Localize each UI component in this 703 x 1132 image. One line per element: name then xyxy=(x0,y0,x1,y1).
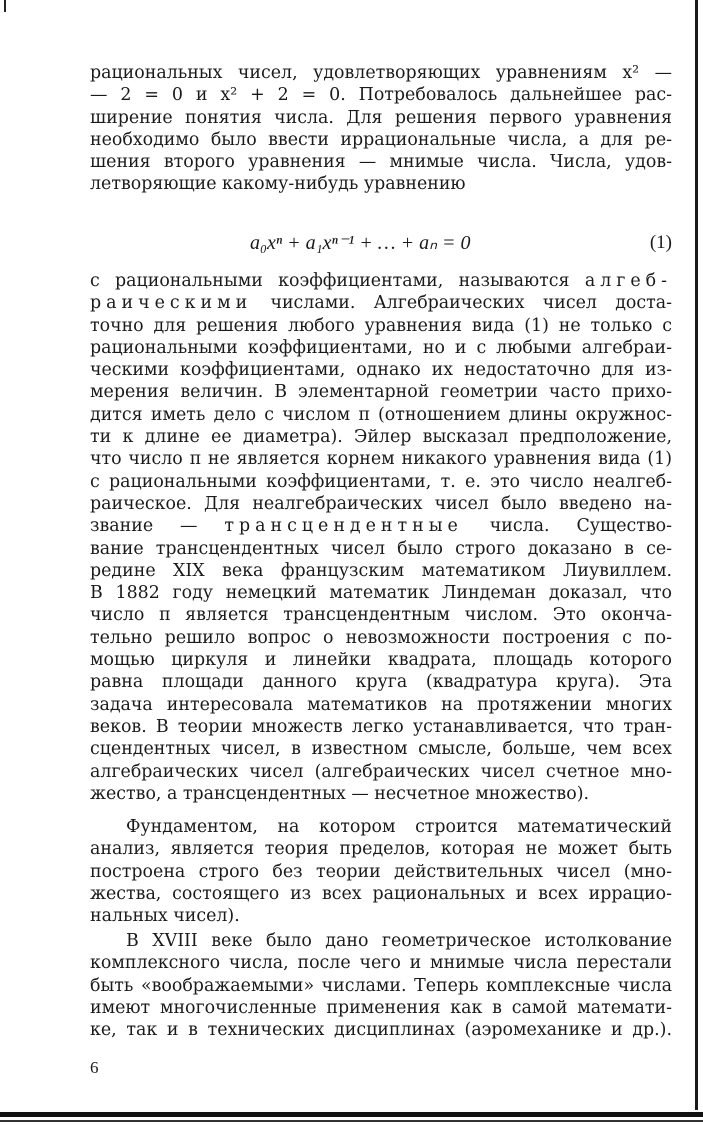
text-line: вание трансцендентных чисел было строго доказано в се- xyxy=(90,538,672,559)
text-line: мощью циркуля и линейки квадрата, площадь которого xyxy=(90,650,672,671)
text-line: равна площади данного круга (квадратура круга). Эта xyxy=(90,672,672,693)
text-line: летворяющие какому-нибудь уравнению xyxy=(90,174,466,195)
text-span: с рациональными коэффициентами, называются xyxy=(90,271,570,291)
text-line: нальных чисел). xyxy=(90,906,240,927)
text-line: ти к длине ее диаметра). Эйлер высказал предположение, xyxy=(90,427,672,448)
text-line: — 2 = 0 и x² + 2 = 0. Потребовалось дальнейшее рас- xyxy=(90,85,672,106)
spaced-term: алгеб- xyxy=(584,271,672,291)
text-line: раическое. Для неалгебраических чисел было введено на- xyxy=(90,493,672,514)
text-line: рациональных чисел, удовлетворяющих уравнениям x² — xyxy=(90,63,672,83)
text-line: что число π не является корнем никакого уравнения вида (1) xyxy=(90,449,672,470)
spaced-term: трансцендентные xyxy=(224,516,463,537)
paragraph-complex-numbers xyxy=(90,930,672,1041)
text-span: звание — xyxy=(90,516,198,537)
text-line: сцендентных чисел, в известном смысле, больше, чем всех xyxy=(90,739,672,760)
text-line xyxy=(90,270,672,292)
spaced-term: раическими xyxy=(90,293,253,314)
text-line: веков. В теории множеств легко устанавливается, что тран- xyxy=(90,716,672,737)
text-line: необходимо было ввести иррациональные числа, а для ре- xyxy=(90,129,672,150)
equation-expression: a₀xⁿ + a₁xⁿ⁻¹ + … + aₙ = 0 xyxy=(250,232,471,254)
text-line: быть «воображаемыми» числами. Теперь комплексные числа xyxy=(90,975,672,996)
text-line: алгебраических чисел (алгебраических чисел счетное мно- xyxy=(90,761,672,782)
text-span: числа. Существо- xyxy=(489,516,672,537)
equation-number: (1) xyxy=(649,232,672,253)
text-line: В XVIII веке было дано геометрическое истолкование xyxy=(126,931,672,951)
text-line: шения второго уравнения — мнимые числа. Числа, удов- xyxy=(90,152,672,173)
text-line: рациональными коэффициентами, но и с любыми алгебраи- xyxy=(90,337,672,358)
text-line: точно для решения любого уравнения вида (1) не только с xyxy=(90,315,672,336)
text-line xyxy=(90,515,672,537)
page-number: 6 xyxy=(90,1058,99,1077)
paragraph-algebraic-numbers xyxy=(90,270,672,805)
text-line: комплексного числа, после чего и мнимые числа перестали xyxy=(90,953,672,974)
text-line: тельно решило вопрос о невозможности построения с по- xyxy=(90,627,672,648)
text-line: жества, состоящего из всех рациональных и всех иррацио- xyxy=(90,883,672,904)
text-line xyxy=(90,292,672,314)
text-line: число π является трансцендентным числом. Это оконча- xyxy=(90,605,672,626)
equation-1 xyxy=(90,228,672,258)
text-line: имеют многочисленные применения как в самой математи- xyxy=(90,997,672,1018)
text-line: жество, а трансцендентных — несчетное множество). xyxy=(90,783,590,804)
paragraph-continuation xyxy=(90,62,672,196)
scan-mark xyxy=(4,0,6,12)
text-line: ческими коэффициентами, однако их недостаточно для из- xyxy=(90,360,672,381)
text-line: ширение понятия числа. Для решения первого уравнения xyxy=(90,107,672,128)
text-span: числами. Алгебраических чисел доста- xyxy=(270,293,673,314)
bottom-edge-line xyxy=(0,1120,703,1122)
text-line: анализ, является теория пределов, которая не может быть xyxy=(90,839,672,860)
text-line: В 1882 году немецкий математик Линдеман доказал, что xyxy=(90,583,672,604)
text-line: с рациональными коэффициентами, т. е. это число неалгеб- xyxy=(90,471,672,492)
text-line: построена строго без теории действительных чисел (мно- xyxy=(90,861,672,882)
text-line: ке, так и в технических дисциплинах (аэромеханике и др.). xyxy=(90,1020,672,1041)
text-line: Фундаментом, на котором строится математический xyxy=(126,817,672,837)
text-line: редине XIX века французским математиком Лиувиллем. xyxy=(90,560,672,581)
paragraph-analysis xyxy=(90,816,672,927)
text-line: мерения величин. В элементарной геометрии часто прихо- xyxy=(90,382,672,403)
text-line: дится иметь дело с числом π (отношением длины окружнос- xyxy=(90,404,672,425)
text-line: задача интересовала математиков на протяжении многих xyxy=(90,694,672,715)
bottom-edge-bar xyxy=(0,1112,703,1117)
page-edge-line xyxy=(695,0,698,1110)
